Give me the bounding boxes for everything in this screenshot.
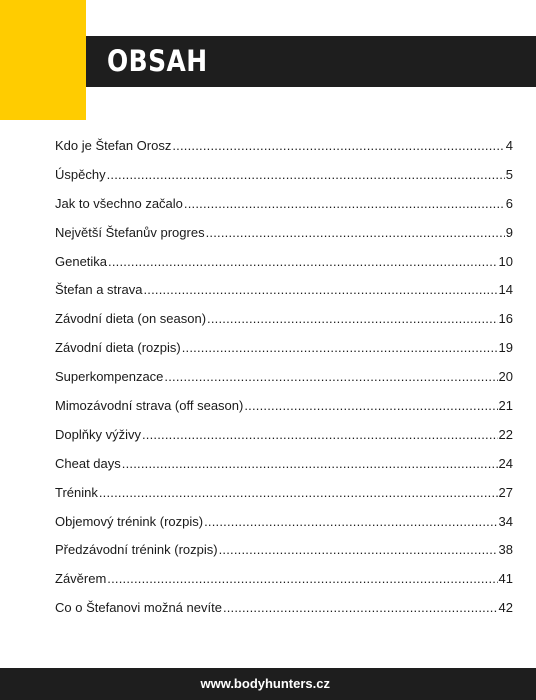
dot-leader: [223, 600, 498, 615]
toc-entry-page: 5: [505, 166, 513, 182]
page-title: OBSAH: [107, 44, 208, 78]
toc-entry-page: 34: [498, 513, 513, 529]
toc-entry-page: 24: [498, 455, 513, 471]
toc-entry-title: Závěrem: [55, 571, 107, 587]
toc-entry-title: Závodní dieta (rozpis): [55, 340, 181, 356]
toc-entry-title: Jak to všechno začalo: [55, 195, 183, 211]
toc-entry[interactable]: [55, 225, 513, 254]
toc-entry[interactable]: [55, 311, 513, 340]
toc-entry[interactable]: [55, 167, 513, 196]
dot-leader: [206, 225, 505, 240]
toc-entry-title: Štefan a strava: [55, 282, 143, 298]
toc-entry[interactable]: [55, 369, 513, 398]
toc-entry-page: 10: [498, 253, 513, 269]
toc-entry-page: 42: [498, 600, 513, 616]
dot-leader: [207, 311, 497, 326]
dot-leader: [184, 196, 505, 211]
yellow-accent-block: [0, 0, 86, 120]
footer-website-link[interactable]: www.bodyhunters.cz: [200, 676, 330, 691]
toc-entry-page: 14: [498, 282, 513, 298]
toc-entry[interactable]: [55, 282, 513, 311]
toc-entry-page: 20: [498, 369, 513, 385]
toc-entry-page: 22: [498, 426, 513, 442]
toc-entry-page: 6: [505, 195, 513, 211]
dot-leader: [122, 456, 498, 471]
toc-entry-title: Trénink: [55, 484, 98, 500]
dot-leader: [204, 514, 497, 529]
toc-entry[interactable]: [55, 542, 513, 571]
dot-leader: [142, 427, 498, 442]
dot-leader: [108, 254, 497, 269]
toc-entry-title: Mimozávodní strava (off season): [55, 398, 244, 414]
toc-entry-page: 4: [505, 138, 513, 153]
toc-entry-page: 41: [498, 571, 513, 587]
toc-entry[interactable]: [55, 514, 513, 543]
toc-entry-title: Úspěchy: [55, 166, 106, 182]
toc-entry-page: 16: [498, 311, 513, 327]
toc-entry-title: Cheat days: [55, 455, 121, 471]
dot-leader: [164, 369, 497, 384]
dot-leader: [219, 542, 498, 557]
toc-entry[interactable]: [55, 340, 513, 369]
toc-entry[interactable]: [55, 571, 513, 600]
toc-entry[interactable]: [55, 485, 513, 514]
dot-leader: [99, 485, 498, 500]
toc-entry[interactable]: [55, 138, 513, 167]
toc-entry[interactable]: [55, 254, 513, 283]
toc-entry-title: Objemový trénink (rozpis): [55, 513, 204, 529]
toc-entry[interactable]: [55, 427, 513, 456]
toc-entry-title: Doplňky výživy: [55, 426, 141, 442]
dot-leader: [143, 282, 497, 297]
toc-entry[interactable]: [55, 196, 513, 225]
toc-entry-title: Co o Štefanovi možná nevíte: [55, 600, 222, 616]
toc-entry[interactable]: [55, 456, 513, 485]
toc-entry-title: Závodní dieta (on season): [55, 311, 207, 327]
toc-entry[interactable]: [55, 600, 513, 629]
toc-entry-page: 9: [505, 224, 513, 240]
toc-entry-page: 38: [498, 542, 513, 558]
toc-entry-page: 21: [498, 398, 513, 414]
dot-leader: [182, 340, 498, 355]
toc-entry-title: Největší Štefanův progres: [55, 224, 205, 240]
toc-entry-title: Předzávodní trénink (rozpis): [55, 542, 218, 558]
dot-leader: [244, 398, 497, 413]
toc-entry-page: 27: [498, 484, 513, 500]
toc-entry-title: Superkompenzace: [55, 369, 164, 385]
toc-entry-page: 19: [498, 340, 513, 356]
toc-entry[interactable]: [55, 398, 513, 427]
dot-leader: [172, 138, 504, 153]
dot-leader: [107, 167, 505, 182]
dot-leader: [107, 571, 497, 586]
table-of-contents: [55, 138, 513, 629]
toc-entry-title: Kdo je Štefan Orosz: [55, 138, 172, 153]
toc-entry-title: Genetika: [55, 253, 108, 269]
